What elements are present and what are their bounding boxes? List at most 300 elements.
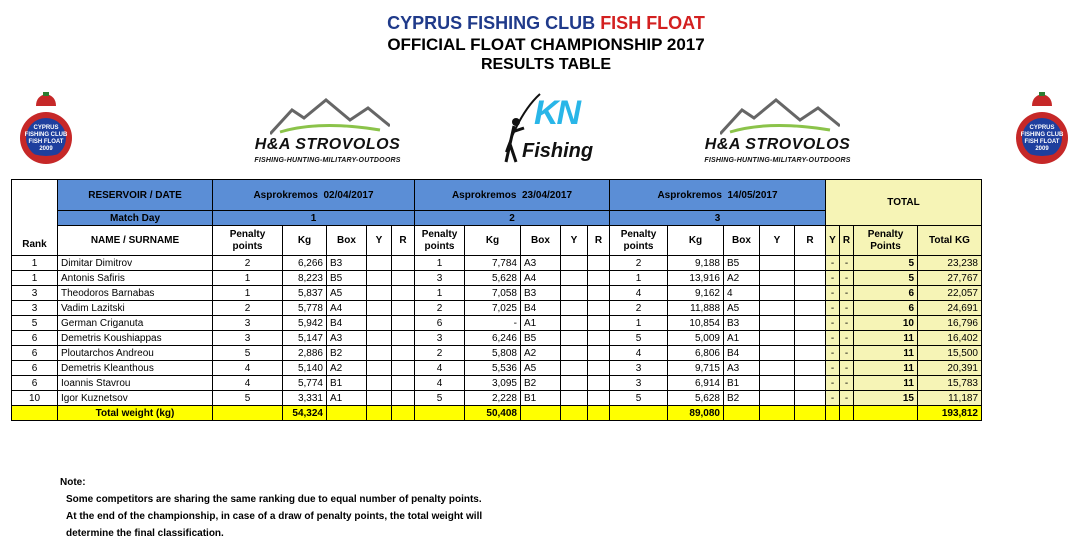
table-row (12, 256, 982, 271)
match-1-date: 02/04/2017 (323, 189, 374, 201)
total-r-cell: - (840, 361, 854, 376)
total-y-cell: - (826, 301, 840, 316)
table-row (12, 346, 982, 361)
y-cell (561, 286, 588, 301)
total-weight-row (12, 406, 982, 421)
penalty-cell: 4 (213, 376, 283, 391)
penalty-cell: 4 (415, 376, 465, 391)
y-cell (760, 301, 795, 316)
total-kg-cell: 20,391 (918, 361, 982, 376)
match-2-date: 23/04/2017 (521, 189, 573, 201)
total-blank (760, 406, 795, 421)
kg-cell: 5,009 (668, 331, 724, 346)
table-row (12, 286, 982, 301)
r-cell (795, 271, 826, 286)
results-subtitle: RESULTS TABLE (480, 56, 612, 73)
table-row (12, 316, 982, 331)
total-y-cell: - (826, 286, 840, 301)
total-kg-cell: 15,500 (918, 346, 982, 361)
kg-cell: 5,536 (465, 361, 521, 376)
y-cell (760, 361, 795, 376)
table-row (12, 361, 982, 376)
box-cell: A2 (521, 346, 561, 361)
penalty-cell: 2 (610, 301, 668, 316)
total-kg-cell: 24,691 (918, 301, 982, 316)
total-weight-label: Total weight (kg) (58, 406, 213, 421)
penalty-header-3: Penalty points (610, 226, 668, 256)
y-cell (561, 391, 588, 406)
rank-cell: 1 (12, 256, 58, 271)
kn-brand: KN (534, 94, 580, 132)
box-cell: B3 (521, 286, 561, 301)
match-3-reservoir: Asprokremos (657, 189, 722, 201)
r-cell (795, 361, 826, 376)
y-cell (760, 316, 795, 331)
match-day-1: 1 (213, 211, 415, 226)
kg-cell: 5,837 (283, 286, 327, 301)
penalty-cell: 5 (213, 346, 283, 361)
box-header-2: Box (521, 226, 561, 256)
match-day-label: Match Day (58, 211, 213, 226)
total-r-cell: - (840, 331, 854, 346)
sponsor-logo-left (240, 96, 415, 168)
match-total-weight: 50,408 (465, 406, 521, 421)
box-cell: A5 (327, 286, 367, 301)
r-cell (392, 256, 415, 271)
penalty-header-1: Penalty points (213, 226, 283, 256)
kn-word: Fishing (522, 140, 594, 162)
total-kg-cell: 16,796 (918, 316, 982, 331)
sponsor-tagline: FISHING-HUNTING-MILITARY-OUTDOORS (704, 157, 851, 164)
kg-cell: 5,942 (283, 316, 327, 331)
penalty-cell: 1 (610, 271, 668, 286)
match-1-reservoir: Asprokremos (253, 189, 318, 201)
total-kg-cell: 27,767 (918, 271, 982, 286)
results-table (11, 179, 982, 421)
total-blank (12, 406, 58, 421)
penalty-cell: 5 (415, 391, 465, 406)
match-total-weight: 54,324 (283, 406, 327, 421)
total-y-cell: - (826, 316, 840, 331)
table-row (12, 271, 982, 286)
kg-cell: 5,778 (283, 301, 327, 316)
title-block (0, 12, 1092, 75)
total-penalty-cell: 5 (854, 256, 918, 271)
r-cell (795, 256, 826, 271)
penalty-cell: 5 (213, 391, 283, 406)
box-cell: A4 (327, 301, 367, 316)
match-2-header (415, 180, 610, 211)
name-cell: Theodoros Barnabas (58, 286, 213, 301)
match-1-header (213, 180, 415, 211)
box-cell: B2 (521, 376, 561, 391)
box-cell: A5 (724, 301, 760, 316)
r-cell (392, 271, 415, 286)
kg-cell: 6,246 (465, 331, 521, 346)
total-r-cell: - (840, 271, 854, 286)
total-blank (724, 406, 760, 421)
kg-cell: 11,888 (668, 301, 724, 316)
note-block (60, 474, 482, 542)
kg-cell: 3,095 (465, 376, 521, 391)
y-cell (760, 286, 795, 301)
name-cell: Dimitar Dimitrov (58, 256, 213, 271)
r-cell (588, 316, 610, 331)
total-y-cell: - (826, 331, 840, 346)
total-y-cell: - (826, 391, 840, 406)
total-r-cell: - (840, 316, 854, 331)
kg-cell: 10,854 (668, 316, 724, 331)
name-cell: Ioannis Stavrou (58, 376, 213, 391)
r-cell (795, 391, 826, 406)
total-blank (826, 406, 840, 421)
kg-cell: 5,147 (283, 331, 327, 346)
penalty-cell: 5 (610, 331, 668, 346)
r-cell (588, 256, 610, 271)
r-cell (588, 271, 610, 286)
y-cell (367, 256, 392, 271)
r-cell (588, 346, 610, 361)
penalty-cell: 4 (213, 361, 283, 376)
rank-cell: 6 (12, 331, 58, 346)
total-y-cell: - (826, 361, 840, 376)
badge-text-1: CYPRUS (1029, 125, 1055, 131)
total-blank (610, 406, 668, 421)
name-cell: Vadim Lazitski (58, 301, 213, 316)
y-cell (760, 331, 795, 346)
y-cell (367, 271, 392, 286)
y-cell (760, 376, 795, 391)
kg-cell: 9,715 (668, 361, 724, 376)
box-cell: B4 (724, 346, 760, 361)
name-cell: Ploutarchos Andreou (58, 346, 213, 361)
championship-title: OFFICIAL FLOAT CHAMPIONSHIP 2017 (387, 35, 705, 54)
badge-text-4: 2009 (39, 146, 53, 152)
total-penalty-cell: 6 (854, 286, 918, 301)
kg-cell: 7,058 (465, 286, 521, 301)
r-cell (392, 301, 415, 316)
kg-cell: 7,784 (465, 256, 521, 271)
box-cell: A3 (724, 361, 760, 376)
y-cell (561, 376, 588, 391)
total-r-cell: - (840, 346, 854, 361)
note-line-3: determine the final classification. (66, 528, 224, 539)
table-row (12, 391, 982, 406)
penalty-cell: 6 (415, 316, 465, 331)
kg-cell: 9,162 (668, 286, 724, 301)
total-penalty-cell: 11 (854, 346, 918, 361)
penalty-cell: 4 (610, 346, 668, 361)
total-r-cell: - (840, 376, 854, 391)
rank-cell: 6 (12, 376, 58, 391)
penalty-cell: 1 (415, 256, 465, 271)
kg-header-1: Kg (283, 226, 327, 256)
box-cell: A5 (521, 361, 561, 376)
r-cell (795, 286, 826, 301)
r-cell (795, 301, 826, 316)
note-heading: Note: (60, 477, 86, 488)
note-line-2: At the end of the championship, in case of a draw of penalty points, the total weight will (66, 511, 483, 522)
penalty-cell: 2 (213, 256, 283, 271)
box-cell: A3 (521, 256, 561, 271)
box-cell: A1 (521, 316, 561, 331)
box-cell: B1 (724, 376, 760, 391)
table-row (12, 376, 982, 391)
y-cell (561, 346, 588, 361)
total-y-cell: - (826, 346, 840, 361)
table-row (12, 331, 982, 346)
reservoir-date-label: RESERVOIR / DATE (58, 180, 213, 211)
r-cell (795, 331, 826, 346)
y-header-3: Y (760, 226, 795, 256)
total-penalty-cell: 11 (854, 331, 918, 346)
kg-cell: 6,266 (283, 256, 327, 271)
badge-text-2: FISHING CLUB (1020, 132, 1064, 138)
total-blank (327, 406, 367, 421)
kg-header-2: Kg (465, 226, 521, 256)
y-cell (367, 316, 392, 331)
kg-cell: 5,140 (283, 361, 327, 376)
header-row-reservoir (12, 180, 982, 211)
y-header-2: Y (561, 226, 588, 256)
box-cell: B4 (327, 316, 367, 331)
y-cell (561, 361, 588, 376)
grand-total-weight: 193,812 (918, 406, 982, 421)
total-penalty-cell: 10 (854, 316, 918, 331)
r-cell (795, 316, 826, 331)
penalty-cell: 5 (610, 391, 668, 406)
match-2-reservoir: Asprokremos (451, 189, 517, 201)
kg-cell: 2,228 (465, 391, 521, 406)
y-cell (760, 391, 795, 406)
penalty-cell: 3 (415, 331, 465, 346)
header-row-columns (12, 226, 982, 256)
total-penalty-header: Penalty Points (854, 226, 918, 256)
match-day-2: 2 (415, 211, 610, 226)
penalty-cell: 3 (610, 376, 668, 391)
penalty-cell: 1 (213, 271, 283, 286)
sponsor-logo-right (690, 96, 865, 168)
match-day-3: 3 (610, 211, 826, 226)
mountain-icon (720, 96, 840, 136)
y-cell (760, 271, 795, 286)
y-cell (367, 346, 392, 361)
kn-fishing-logo (500, 92, 600, 170)
penalty-cell: 3 (415, 271, 465, 286)
y-cell (367, 391, 392, 406)
total-r-cell: - (840, 256, 854, 271)
penalty-header-2: Penalty points (415, 226, 465, 256)
rank-header: Rank (12, 180, 58, 256)
y-cell (760, 256, 795, 271)
kg-cell: 5,808 (465, 346, 521, 361)
box-cell: B3 (327, 256, 367, 271)
box-cell: A4 (521, 271, 561, 286)
r-cell (588, 361, 610, 376)
r-cell (392, 316, 415, 331)
penalty-cell: 3 (213, 331, 283, 346)
table-row (12, 301, 982, 316)
penalty-cell: 2 (610, 256, 668, 271)
r-cell (588, 376, 610, 391)
rank-cell: 1 (12, 271, 58, 286)
penalty-cell: 2 (415, 346, 465, 361)
total-y-cell: - (826, 376, 840, 391)
total-blank (795, 406, 826, 421)
kg-cell: 13,916 (668, 271, 724, 286)
total-blank (392, 406, 415, 421)
y-cell (561, 256, 588, 271)
r-cell (392, 286, 415, 301)
y-cell (367, 286, 392, 301)
r-cell (588, 391, 610, 406)
total-kg-cell: 15,783 (918, 376, 982, 391)
r-cell (795, 346, 826, 361)
badge-text-3: FISH FLOAT (28, 139, 64, 145)
kg-cell: 6,806 (668, 346, 724, 361)
total-penalty-cell: 6 (854, 301, 918, 316)
r-header-1: R (392, 226, 415, 256)
penalty-cell: 2 (213, 301, 283, 316)
rank-cell: 3 (12, 286, 58, 301)
penalty-cell: 3 (213, 316, 283, 331)
total-blank (521, 406, 561, 421)
total-y-cell: - (826, 256, 840, 271)
penalty-cell: 4 (415, 361, 465, 376)
box-cell: B2 (724, 391, 760, 406)
total-blank (840, 406, 854, 421)
y-cell (561, 316, 588, 331)
penalty-cell: 4 (610, 286, 668, 301)
total-header: TOTAL (826, 180, 982, 226)
badge-text-3: FISH FLOAT (1024, 139, 1060, 145)
match-3-date: 14/05/2017 (727, 189, 778, 201)
total-blank (854, 406, 918, 421)
club-name: CYPRUS FISHING CLUB (387, 13, 596, 33)
y-cell (367, 376, 392, 391)
box-cell: B5 (521, 331, 561, 346)
total-kg-cell: 23,238 (918, 256, 982, 271)
kg-cell: 3,331 (283, 391, 327, 406)
total-blank (415, 406, 465, 421)
kg-cell: 6,914 (668, 376, 724, 391)
y-header-1: Y (367, 226, 392, 256)
total-penalty-cell: 11 (854, 361, 918, 376)
penalty-cell: 1 (213, 286, 283, 301)
total-kg-cell: 16,402 (918, 331, 982, 346)
badge-text-2: FISHING CLUB (24, 132, 68, 138)
name-cell: Demetris Kleanthous (58, 361, 213, 376)
total-blank (367, 406, 392, 421)
kg-cell: 9,188 (668, 256, 724, 271)
r-cell (392, 376, 415, 391)
match-total-weight: 89,080 (668, 406, 724, 421)
box-cell: B3 (724, 316, 760, 331)
club-title (0, 12, 1092, 34)
name-cell: Antonis Safiris (58, 271, 213, 286)
penalty-cell: 3 (610, 361, 668, 376)
box-cell: B4 (521, 301, 561, 316)
badge-text-1: CYPRUS (33, 125, 59, 131)
y-cell (561, 271, 588, 286)
kg-cell: 5,628 (465, 271, 521, 286)
total-r-header: R (840, 226, 854, 256)
kg-cell: 8,223 (283, 271, 327, 286)
kg-cell: 2,886 (283, 346, 327, 361)
box-cell: B2 (327, 346, 367, 361)
rank-cell: 5 (12, 316, 58, 331)
total-blank (588, 406, 610, 421)
sponsor-tagline: FISHING-HUNTING-MILITARY-OUTDOORS (254, 157, 401, 164)
y-cell (367, 331, 392, 346)
box-cell: A2 (327, 361, 367, 376)
box-cell: B5 (327, 271, 367, 286)
r-header-2: R (588, 226, 610, 256)
total-penalty-cell: 11 (854, 376, 918, 391)
sponsor-name: H&A STROVOLOS (254, 136, 401, 153)
mountain-icon (270, 96, 390, 136)
kg-header-3: Kg (668, 226, 724, 256)
total-kg-cell: 11,187 (918, 391, 982, 406)
r-cell (588, 301, 610, 316)
total-blank (561, 406, 588, 421)
r-cell (392, 361, 415, 376)
r-cell (588, 286, 610, 301)
penalty-cell: 2 (415, 301, 465, 316)
y-cell (561, 301, 588, 316)
box-cell: A2 (724, 271, 760, 286)
club-badge-right (1012, 92, 1072, 166)
total-kg-cell: 22,057 (918, 286, 982, 301)
box-header-1: Box (327, 226, 367, 256)
club-badge-left (16, 92, 76, 166)
kg-cell: 5,628 (668, 391, 724, 406)
total-y-header: Y (826, 226, 840, 256)
note-line-1: Some competitors are sharing the same ranking due to equal number of penalty points. (66, 494, 482, 505)
total-r-cell: - (840, 391, 854, 406)
total-r-cell: - (840, 301, 854, 316)
badge-text-4: 2009 (1035, 146, 1049, 152)
total-penalty-cell: 5 (854, 271, 918, 286)
box-header-3: Box (724, 226, 760, 256)
name-cell: German Criganuta (58, 316, 213, 331)
match-3-header (610, 180, 826, 211)
box-cell: B5 (724, 256, 760, 271)
box-cell: A1 (327, 391, 367, 406)
sponsor-name: H&A STROVOLOS (704, 136, 851, 153)
r-cell (795, 376, 826, 391)
box-cell: B1 (521, 391, 561, 406)
rank-cell: 6 (12, 346, 58, 361)
r-cell (392, 346, 415, 361)
r-cell (588, 331, 610, 346)
rank-cell: 3 (12, 301, 58, 316)
penalty-cell: 1 (610, 316, 668, 331)
name-cell: Igor Kuznetsov (58, 391, 213, 406)
rank-cell: 10 (12, 391, 58, 406)
r-cell (392, 391, 415, 406)
total-blank (213, 406, 283, 421)
rank-cell: 6 (12, 361, 58, 376)
name-cell: Demetris Koushiappas (58, 331, 213, 346)
total-kg-header: Total KG (918, 226, 982, 256)
penalty-cell: 1 (415, 286, 465, 301)
y-cell (367, 361, 392, 376)
kg-cell: - (465, 316, 521, 331)
r-header-3: R (795, 226, 826, 256)
box-cell: A1 (724, 331, 760, 346)
total-penalty-cell: 15 (854, 391, 918, 406)
